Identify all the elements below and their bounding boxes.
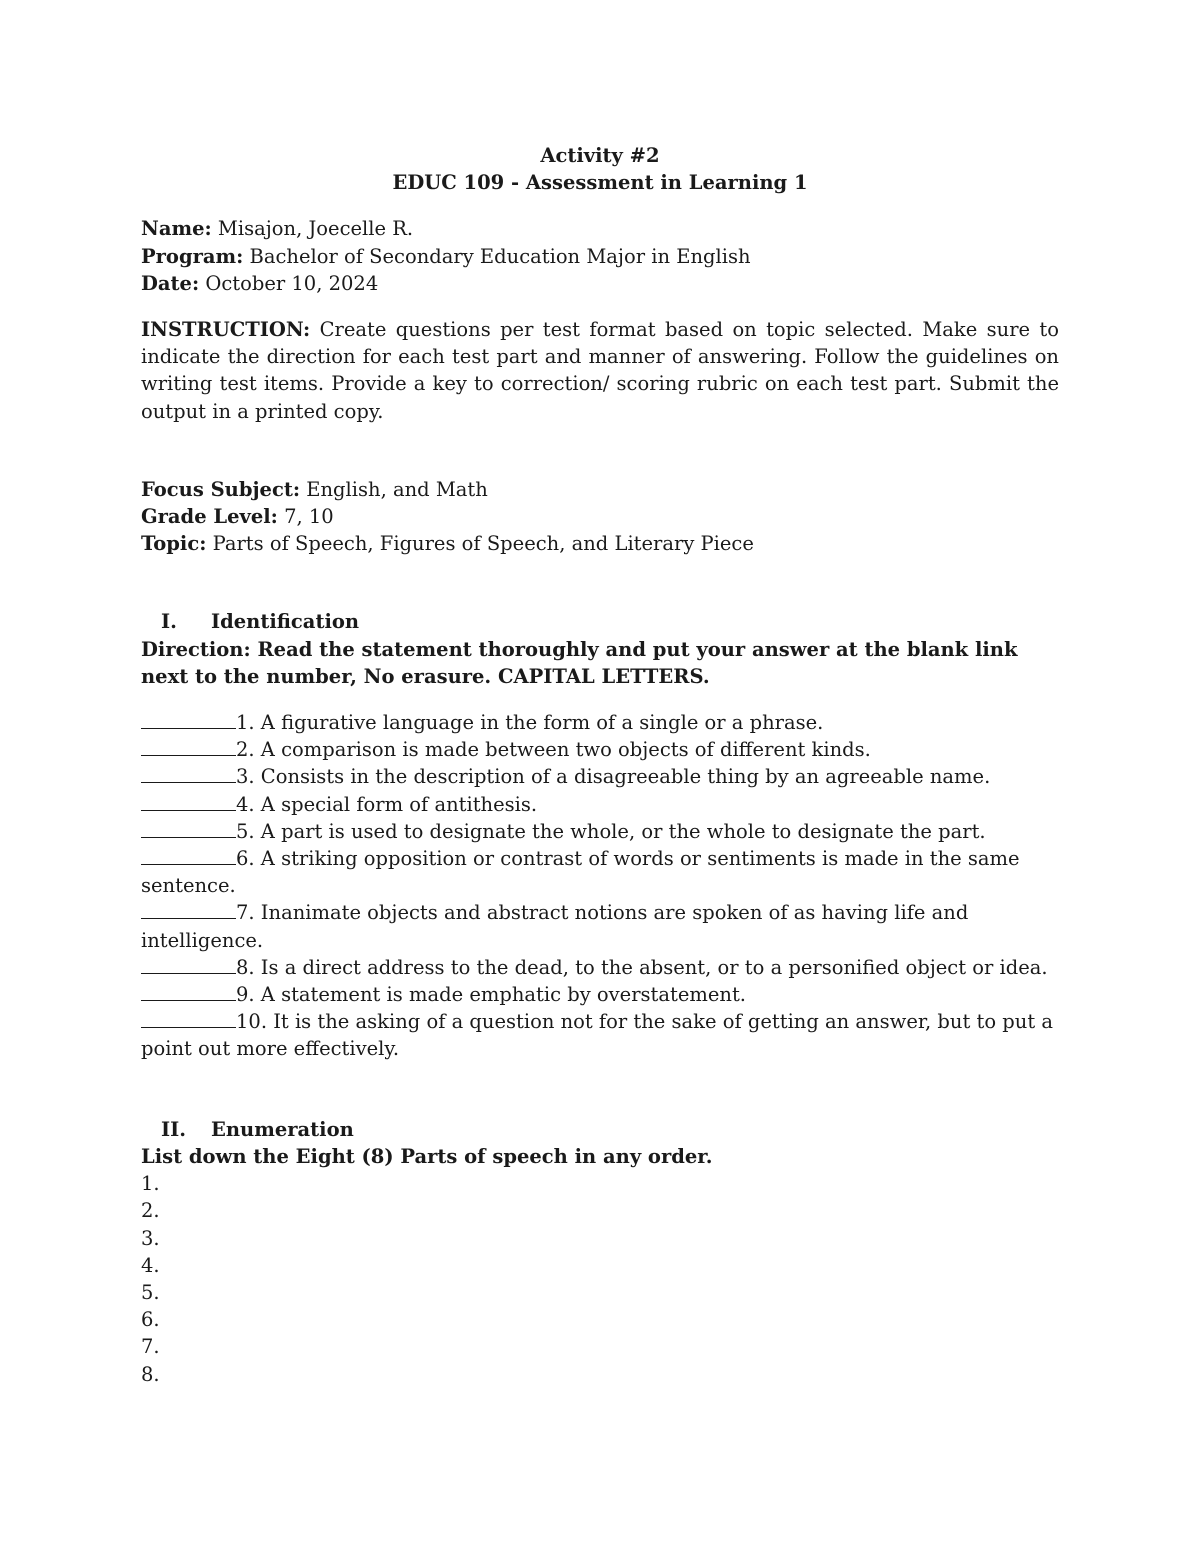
topic-label: Topic: <box>141 532 207 556</box>
answer-blank[interactable] <box>141 900 236 919</box>
identification-item: 5. A part is used to designate the whole, or the whole to designate the part. <box>141 818 1059 845</box>
section-identification-heading <box>141 608 1059 635</box>
grade-level-label: Grade Level: <box>141 505 278 529</box>
identification-list <box>141 709 1059 1063</box>
course-title: EDUC 109 - Assessment in Learning 1 <box>392 171 808 195</box>
focus-subject-line <box>141 476 1059 503</box>
enumeration-item: 8. <box>141 1362 160 1386</box>
answer-blank[interactable] <box>141 955 236 974</box>
identification-item: 2. A comparison is made between two objects of different kinds. <box>141 736 1059 763</box>
section-numeral: I. <box>161 610 177 634</box>
section-enumeration-heading <box>141 1116 1059 1143</box>
topic-line <box>141 530 1059 557</box>
identification-item: 6. A striking opposition or contrast of words or sentiments is made in the same sentence. <box>141 847 1020 898</box>
identification-item: 7. Inanimate objects and abstract notions are spoken of as having life and intelligence. <box>141 901 969 952</box>
answer-blank[interactable] <box>141 764 236 783</box>
answer-blank[interactable] <box>141 710 236 729</box>
enumeration-item: 4. <box>141 1253 160 1277</box>
enumeration-item: 7. <box>141 1335 160 1359</box>
enumeration-direction: List down the Eight (8) Parts of speech in any order. <box>141 1144 713 1168</box>
date-value: October 10, 2024 <box>205 271 379 295</box>
identification-item: 10. It is the asking of a question not for the sake of getting an answer, but to put a point out more effectively. <box>141 1010 1053 1061</box>
program-label: Program: <box>141 244 244 268</box>
focus-subject-value: English, and Math <box>306 477 488 501</box>
answer-blank[interactable] <box>141 792 236 811</box>
enumeration-list <box>141 1170 1059 1388</box>
grade-level-value: 7, 10 <box>284 505 334 529</box>
identification-item: 8. Is a direct address to the dead, to the absent, or to a personified object or idea. <box>141 954 1059 981</box>
section-title: Enumeration <box>211 1117 354 1141</box>
name-value: Misajon, Joecelle R. <box>217 217 414 241</box>
document-page <box>141 142 1059 1388</box>
answer-blank[interactable] <box>141 1009 236 1028</box>
identification-item: 3. Consists in the description of a disagreeable thing by an agreeable name. <box>141 763 1059 790</box>
enumeration-item: 6. <box>141 1308 160 1332</box>
enumeration-item: 3. <box>141 1226 160 1250</box>
answer-blank[interactable] <box>141 737 236 756</box>
identification-direction: Direction: Read the statement thoroughly and put your answer at the blank link next to the number, No erasure. CAPITAL LETTERS. <box>141 637 1018 688</box>
grade-level-line <box>141 503 1059 530</box>
enumeration-item: 2. <box>141 1199 160 1223</box>
instruction-text: Create questions per test format based on topic selected. Make sure to indicate the direction for each test part and manner of answering. Follow the guidelines on writing test items. Provide a key to correction/ scoring rubric on each test part. Submit the output in a printed copy. <box>141 318 1060 423</box>
answer-blank[interactable] <box>141 819 236 838</box>
program-value: Bachelor of Secondary Education Major in English <box>249 244 751 268</box>
identification-item: 1. A figurative language in the form of a single or a phrase. <box>141 709 1059 736</box>
date-label: Date: <box>141 271 200 295</box>
section-numeral: II. <box>161 1117 187 1141</box>
activity-title: Activity #2 <box>540 144 660 167</box>
date-line <box>141 270 1059 297</box>
answer-blank[interactable] <box>141 846 236 865</box>
identification-item: 4. A special form of antithesis. <box>141 791 1059 818</box>
program-line <box>141 243 1059 270</box>
focus-subject-label: Focus Subject: <box>141 477 301 501</box>
identification-item: 9. A statement is made emphatic by overstatement. <box>141 981 1059 1008</box>
section-title: Identification <box>211 610 360 634</box>
topic-value: Parts of Speech, Figures of Speech, and Literary Piece <box>212 532 754 556</box>
name-line <box>141 215 1059 242</box>
instruction-paragraph <box>141 316 1059 425</box>
instruction-label: INSTRUCTION: <box>141 318 311 342</box>
answer-blank[interactable] <box>141 982 236 1001</box>
name-label: Name: <box>141 217 212 241</box>
enumeration-item: 5. <box>141 1280 160 1304</box>
enumeration-item: 1. <box>141 1172 160 1196</box>
